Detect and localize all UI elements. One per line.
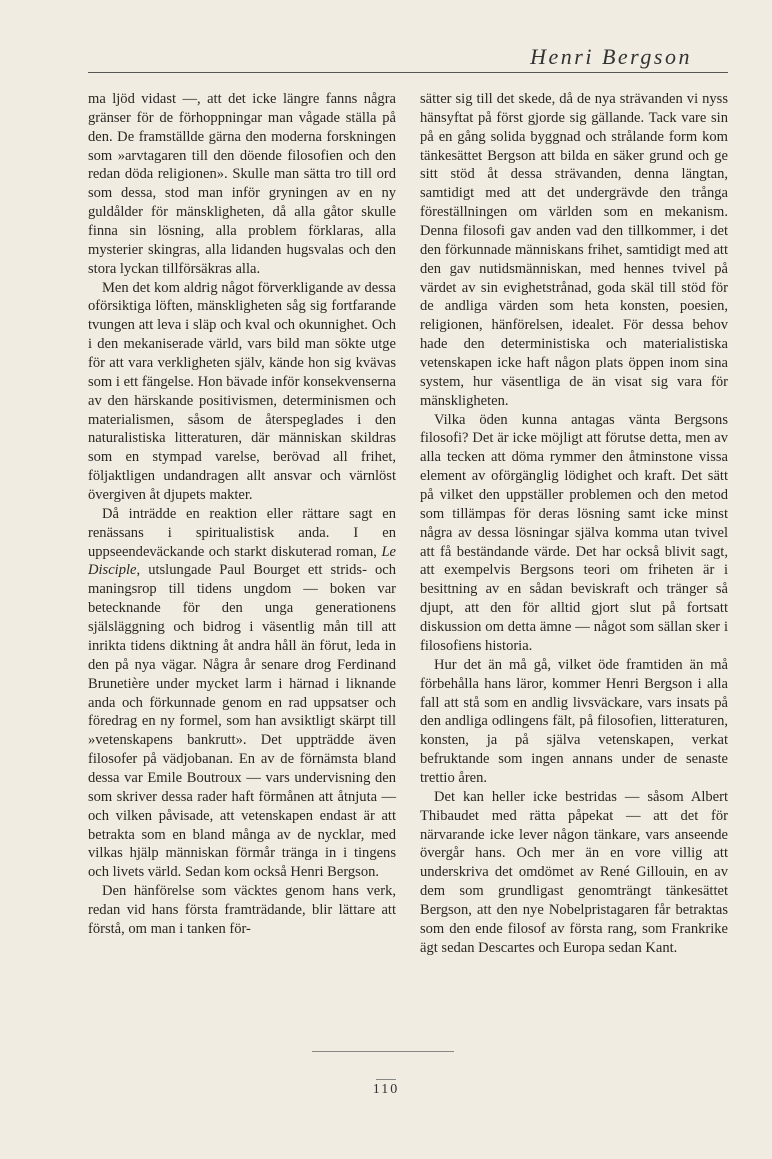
page-number: 110 xyxy=(372,1082,400,1097)
paragraph: Vilka öden kunna antagas vänta Bergsons filosofi? Det är icke möjligt att förutse detta, men av alla tecken att döma rymmer den åtminstone vissa element av oförgänglig lödighet och kraft. Det sätt på vilket den uppställer problemen och den metod som tillämpas för deras lösning samt icke minst några av dessa lösningar själva komma utan tvivel att få beständande värde. Det har också blivit sagt, att exempelvis Bergsons teori om friheten är i besittning av en sådan beviskraft och tränger så djupt, att den för alltid gjort slut på fortsatt diskussion om detta ämne — något som sällan sker i filosofiens historia. xyxy=(420,411,728,654)
paragraph: ma ljöd vidast —, att det icke längre fanns några gränser för de förhoppningar man vågade ställa på den. De framställde gärna den moderna forskningen som »arvtagaren till den döende filosofien och den redan döda religionen». Skulle man sätta tro till ord som dessa, stod man inför gryningen av en ny guldålder för mänskligheten, då alla gåtor skulle finna sin lösning, alla problem förklaras, alla mysterier skingras, alla lidanden hugsvalas och den stora lyckan tillförsäkras alla. xyxy=(88,91,396,277)
folio-rule xyxy=(376,1079,396,1080)
paragraph-text: , utslungade Paul Bourget ett strids- och maningsrop till tidens ungdom — boken var betecknande för den unga generationens själsläggning och bidrog i väsentlig mån till att inrikta tidens diktning åt andra håll än förut, leda in den på nya vägar. Några år senare drog Ferdinand Brunetière under mycket larm i härnad i liknande anda och förkunnade genom en rad uppsatser och föredrag en ny formel, som han avsiktligt skärpt till »vetenskapens bankrutt». Det uppträdde även filosofer på vädjobanan. En av de förnämsta bland dessa var Emile Boutroux — vars undervisning den som skriver dessa rader haft förmånen att åtnjuta — och vilken påvisade, att vetenskapen endast är att betrakta som en bland många av de nycklar, med vilkas hjälp människan förmår tränga in i tingens och livets värld. Sedan kom också Henri Bergson. xyxy=(88,562,396,881)
paragraph: Men det kom aldrig något förverkligande av dessa oförsiktiga löften, mänskligheten såg sig fortfarande tvungen att leva i släp och kval och okunnighet. Och i den mekaniserade värld, vars bild man sökte utge för att vara verkligheten själv, kände hon sig kvävas som i ett fängelse. Hon bävade inför konsekvenserna av den härskande positivismen, determinismen och materialismen, såsom de återspeglades i den naturalistiska litteraturen, där människan skildras som en stympad varelse, berövad all frihet, följaktligen undandragen allt ansvar och värnlöst övergiven åt djupets makter. xyxy=(88,279,396,504)
book-title: Le Disciple xyxy=(88,543,396,579)
paragraph xyxy=(88,505,396,882)
paragraph: Det kan heller icke bestridas — såsom Albert Thibaudet med rätta påpekat — att det för närvarande icke lever någon tänkare, vars anseende övergår hans. Och mer än en vore villig att underskriva det omdömet av René Gillouin, en av dem som grundligast genomträngt tänkesättet Bergson, att den nye Nobelpristagaren får betraktas som den ende filosof av första rang, som Frankrike ägt sedan Descartes och Europa sedan Kant. xyxy=(420,788,728,956)
right-column xyxy=(420,90,728,958)
end-rule xyxy=(312,1051,454,1052)
left-column xyxy=(88,90,396,939)
paragraph: sätter sig till det skede, då de nya strävanden vi nyss hänsyftat på först gjorde sig gällande. Tack vare sin på en gång solida byggnad och strålande form kom tänkesättet Bergson att bilda en säker grund och ge sitt stöd åt dessa strävanden, denna längtan, samtidigt med att det undergrävde den trånga föreställningen om världen som en mekanism. Denna filosofi gav anden vad den tillkommer, i det den förkunnade människans frihet, samtidigt med att den gav nutidsmänniskan, med hennes tvivel på värdet av sin evighetstrånad, goda skäl till stöd för de andliga värden som heta konsten, poesien, religionen, hänförelsen, idealet. För dessa behov hade den deterministiska och materialistiska vetenskapen icke haft någon plats öppen inom sina system, hur väsentliga de än visat sig vara för mänskligheten. xyxy=(420,91,728,409)
running-title: Henri Bergson xyxy=(530,44,692,69)
paragraph: Den hänförelse som väcktes genom hans verk, redan vid hans första framträdande, blir lättare att förstå, om man i tanken för- xyxy=(88,883,396,937)
paragraph-text: Då inträdde en reaktion eller rättare sagt en renässans i spiritualistisk anda. I en uppseendeväckande och starkt diskuterad roman, xyxy=(88,505,396,560)
paragraph: Hur det än må gå, vilket öde framtiden än må förbehålla hans läror, kommer Henri Bergson i alla fall att stå som en andlig livsväckare, vars insats på den andliga odlingens fält, på filosofien, litteraturen, konsten, ja på själva vetenskapen, verkat befruktande som ingen annans under de senaste trettio åren. xyxy=(420,656,728,786)
running-header xyxy=(88,42,728,73)
